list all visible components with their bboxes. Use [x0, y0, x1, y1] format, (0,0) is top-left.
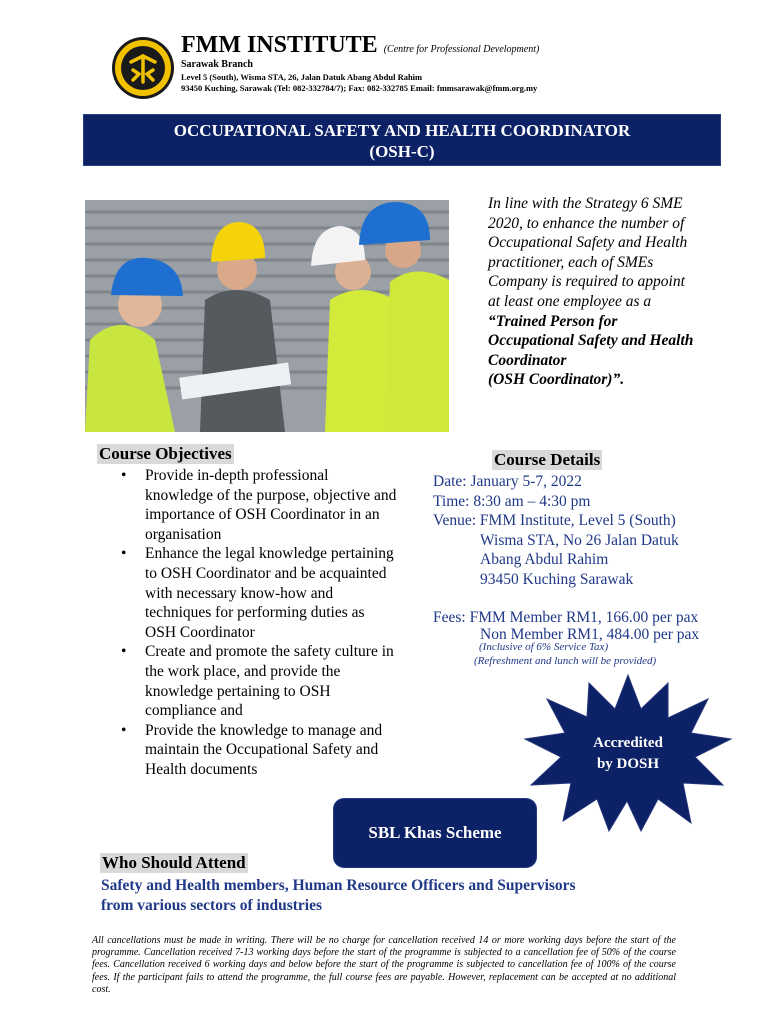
list-item: • Create and promote the safety culture in the work place, and provide the knowledge pertaining to OSH compliance and — [117, 642, 397, 720]
intro-paragraph: In line with the Strategy 6 SME 2020, to enhance the number of Occupational Safety and Health practitioner, each of SMEs Company is required to appoint at least one employee as a “Trained Person for Occupational Safety and Health Coordinator (OSH Coordinator)”. — [488, 195, 694, 389]
list-item: • Provide in-depth professional knowledge of the purpose, objective and importance of OSH Coordinator in an organisation — [117, 466, 397, 544]
workers-photo — [85, 200, 449, 432]
member-fee: Fees: FMM Member RM1, 166.00 per pax — [433, 609, 699, 626]
course-code: (OSH-C) — [369, 142, 435, 161]
venue-line-4: 93450 Kuching Sarawak — [480, 571, 634, 588]
institute-subtitle: (Centre for Professional Development) — [383, 44, 540, 55]
institute-name: FMM INSTITUTE (Centre for Professional Development) — [181, 32, 540, 58]
sbl-khas-scheme-badge: SBL Khas Scheme — [334, 799, 536, 867]
address-line-1: Level 5 (South), Wisma STA, 26, Jalan Datuk Abang Abdul Rahim — [181, 72, 423, 82]
list-item: • Provide the knowledge to manage and maintain the Occupational Safety and Health documents — [117, 721, 397, 780]
refreshment-note: (Refreshment and lunch will be provided) — [474, 655, 657, 667]
fmm-logo — [111, 36, 175, 100]
course-title: OCCUPATIONAL SAFETY AND HEALTH COORDINATOR — [173, 121, 631, 140]
objectives-list — [117, 466, 397, 780]
course-time: Time: 8:30 am – 4:30 pm — [433, 493, 591, 510]
accredited-badge-text — [573, 733, 683, 775]
address-line-2: 93450 Kuching, Sarawak (Tel: 082-332784/7); Fax: 082-332785 Email: fmmsarawak@fmm.org.my — [181, 83, 538, 93]
non-member-fee: Non Member RM1, 484.00 per pax — [480, 626, 700, 643]
intro-emphasis: “Trained Person for Occupational Safety and Health Coordinator — [488, 312, 694, 369]
course-title-banner — [83, 114, 721, 166]
who-should-attend-heading: Who Should Attend — [102, 853, 246, 872]
branch-name: Sarawak Branch — [181, 59, 253, 70]
course-venue: Venue: FMM Institute, Level 5 (South) — [433, 512, 676, 529]
objectives-heading: Course Objectives — [99, 444, 232, 463]
intro-emphasis-end: (OSH Coordinator)”. — [488, 371, 625, 389]
target-audience: Safety and Health members, Human Resource Officers and Supervisors from various sectors of industries — [101, 877, 576, 914]
venue-line-3: Abang Abdul Rahim — [480, 551, 609, 568]
badge-line-1: Accredited — [593, 735, 663, 751]
list-item: • Enhance the legal knowledge pertaining to OSH Coordinator and be acquainted with necessary know-how and techniques for performing duties as OSH Coordinator — [117, 544, 397, 642]
details-heading: Course Details — [494, 450, 601, 469]
cancellation-policy: All cancellations must be made in writing. There will be no charge for cancellation received 14 or more working days before the start of the programme. Cancellation received 7-13 working days before the start of the programme is subjected to a cancellation fee of 50% of the course fees. Cancellation received 6 working days and below before the start of the programme is subjected to cancellation fee of 100% of the course fees. If the participant fails to attend the programme, the full course fees are payable. However, replacement can be accepted at no additional cost. — [92, 935, 676, 995]
badge-line-2: by DOSH — [596, 756, 660, 772]
venue-line-2: Wisma STA, No 26 Jalan Datuk — [480, 532, 679, 549]
tax-note: (Inclusive of 6% Service Tax) — [479, 641, 609, 653]
course-date: Date: January 5-7, 2022 — [433, 473, 582, 490]
